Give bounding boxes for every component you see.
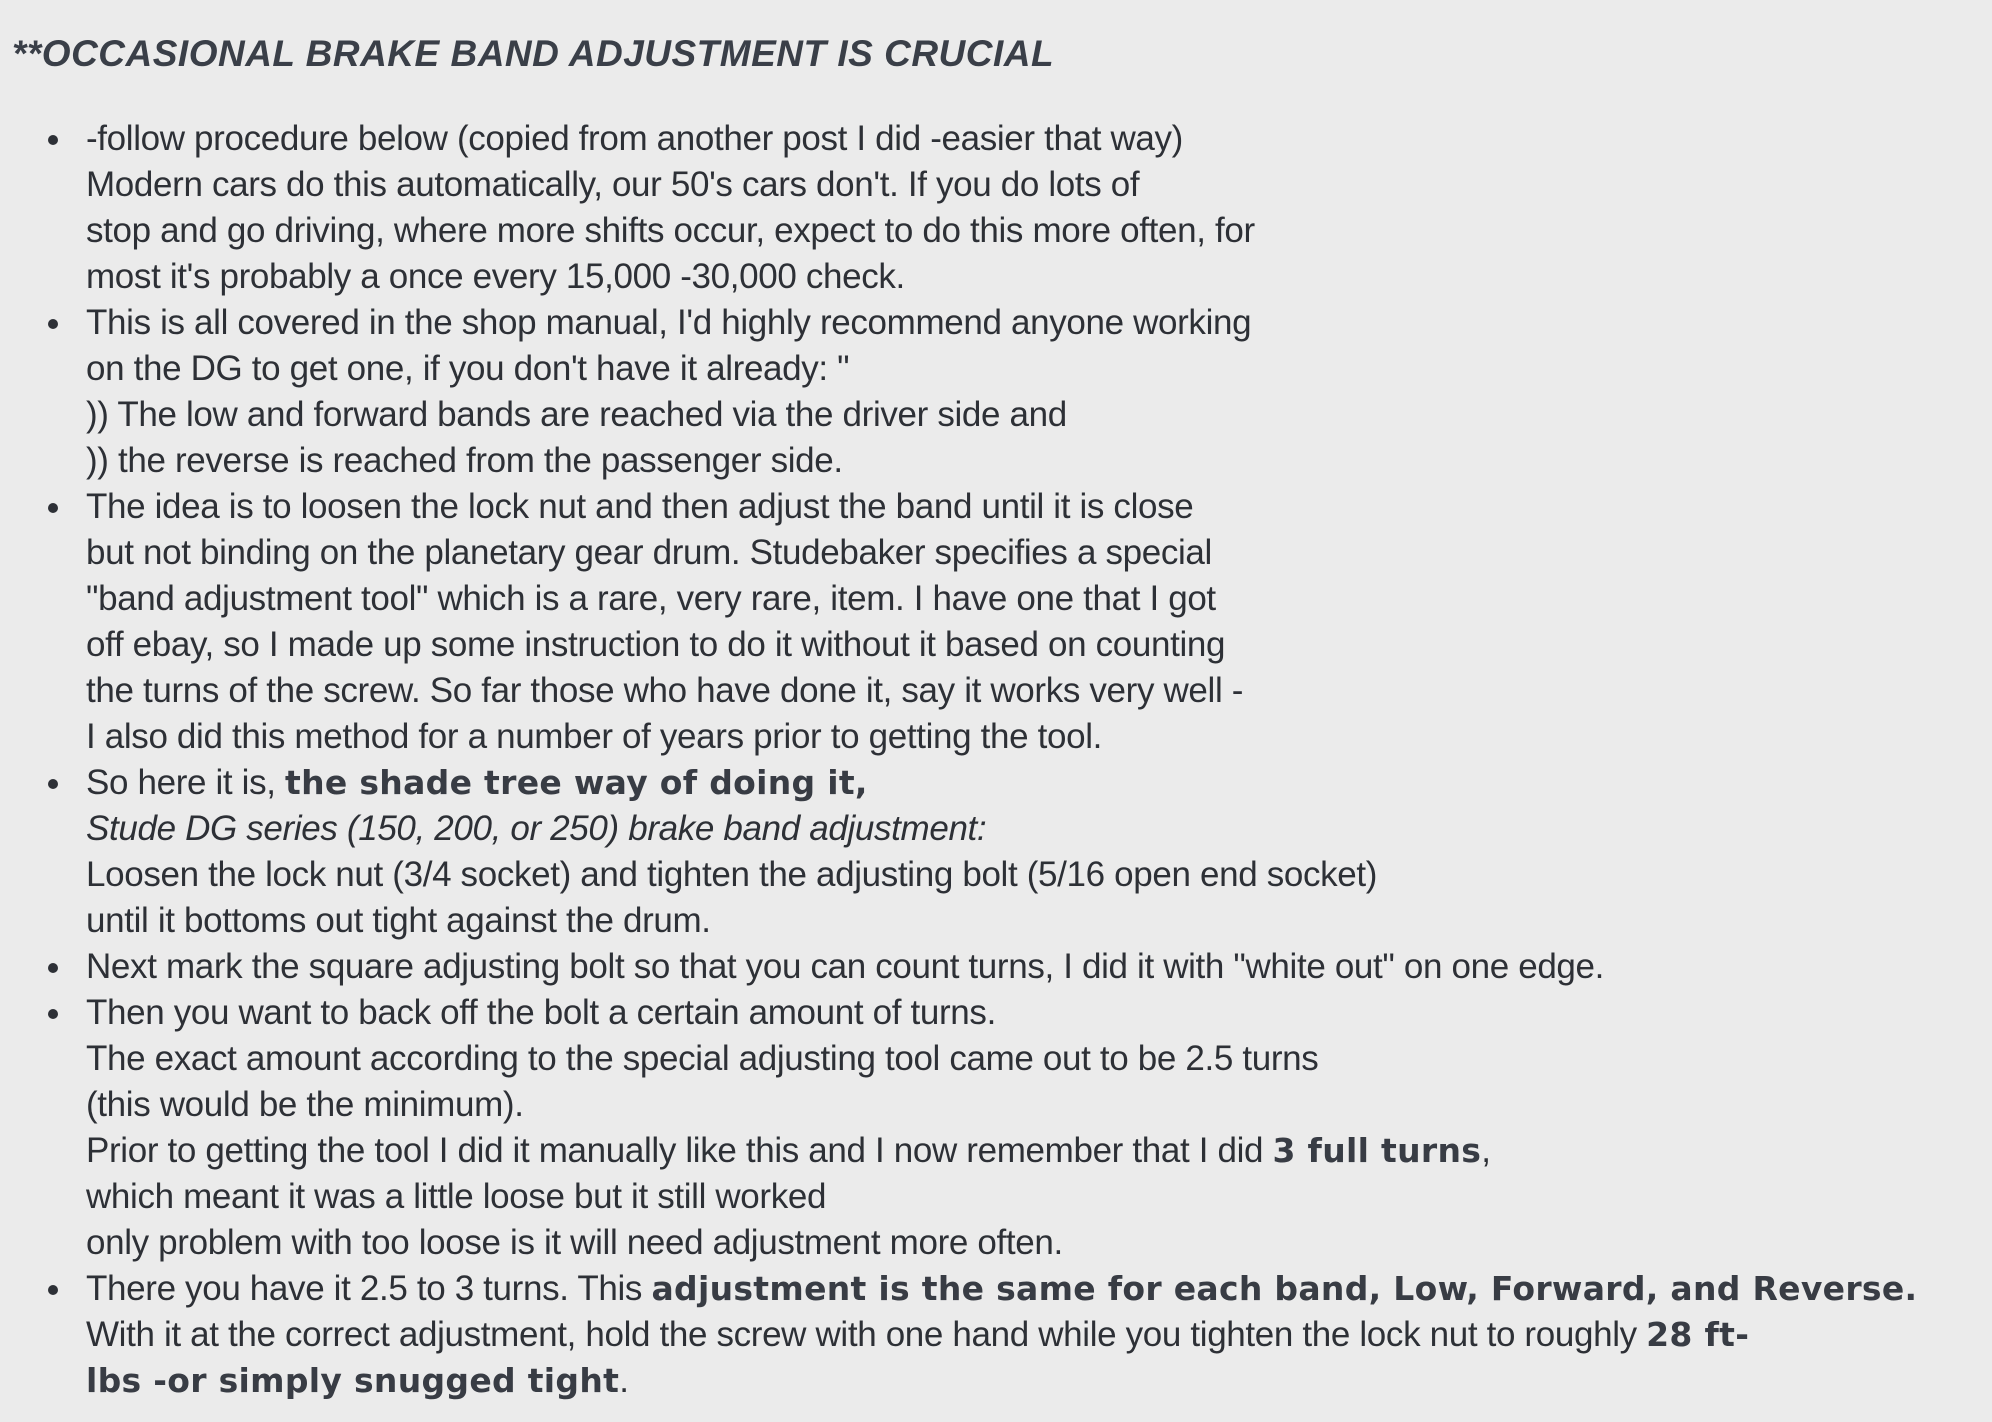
text-line: [86, 760, 1992, 806]
text-line: only problem with too loose is it will need adjustment more often.: [86, 1223, 1063, 1262]
list-item: [0, 484, 1992, 760]
text-line: until it bottoms out tight against the drum.: [86, 901, 711, 940]
plain-text: So here it is,: [86, 763, 286, 802]
italic-subheading: Stude DG series (150, 200, or 250) brake band adjustment:: [86, 809, 987, 848]
plain-text: .: [619, 1361, 629, 1400]
text-line: Modern cars do this automatically, our 50's cars don't. If you do lots of: [86, 165, 1140, 204]
text-line: )) the reverse is reached from the passenger side.: [86, 441, 843, 480]
bold-text: adjustment is the same for each band, Low, Forward, and Reverse.: [651, 1269, 1918, 1308]
list-item: [0, 116, 1992, 300]
bullet-icon: [48, 503, 58, 513]
text-line: (this would be the minimum).: [86, 1085, 524, 1124]
bold-text: the shade tree way of doing it,: [285, 763, 868, 802]
bold-text: lbs -or simply snugged tight: [86, 1361, 620, 1400]
list-item: [0, 944, 1992, 990]
bullet-icon: [48, 319, 58, 329]
list-item: [0, 990, 1992, 1266]
text-line: The idea is to loosen the lock nut and then adjust the band until it is close: [86, 487, 1194, 526]
text-line: Loosen the lock nut (3/4 socket) and tighten the adjusting bolt (5/16 open end socket): [86, 855, 1378, 894]
text-line: )) The low and forward bands are reached via the driver side and: [86, 395, 1067, 434]
list-item: [0, 760, 1992, 944]
bullet-icon: [48, 963, 58, 973]
text-line: off ebay, so I made up some instruction to do it without it based on counting: [86, 625, 1226, 664]
text-line: on the DG to get one, if you don't have it already: ": [86, 349, 850, 388]
bullet-icon: [48, 135, 58, 145]
text-line: [86, 1358, 1992, 1404]
text-line: Then you want to back off the bolt a certain amount of turns.: [86, 993, 996, 1032]
text-line: This is all covered in the shop manual, I'd highly recommend anyone working: [86, 303, 1252, 342]
bullet-icon: [48, 779, 58, 789]
text-line: -follow procedure below (copied from another post I did -easier that way): [86, 119, 1183, 158]
bold-text: 28 ft-: [1646, 1315, 1750, 1354]
text-line: [86, 1312, 1992, 1358]
list-item: [0, 300, 1992, 484]
bold-text: 3 full turns: [1272, 1131, 1482, 1170]
text-line: The exact amount according to the special adjusting tool came out to be 2.5 turns: [86, 1039, 1319, 1078]
text-line: stop and go driving, where more shifts occur, expect to do this more often, for: [86, 211, 1255, 250]
text-line: "band adjustment tool" which is a rare, very rare, item. I have one that I got: [86, 579, 1216, 618]
text-line: which meant it was a little loose but it still worked: [86, 1177, 827, 1216]
plain-text: ,: [1481, 1131, 1491, 1170]
plain-text: There you have it 2.5 to 3 turns. This: [86, 1269, 652, 1308]
plain-text: Prior to getting the tool I did it manually like this and I now remember that I did: [86, 1131, 1273, 1170]
bullet-list: [0, 116, 1992, 1404]
bullet-icon: [48, 1285, 58, 1295]
text-line: most it's probably a once every 15,000 -30,000 check.: [86, 257, 905, 296]
list-item: [0, 1266, 1992, 1404]
text-line: [86, 1266, 1992, 1312]
text-line: I also did this method for a number of years prior to getting the tool.: [86, 717, 1102, 756]
text-line: [86, 1128, 1992, 1174]
bullet-icon: [48, 1009, 58, 1019]
text-line: but not binding on the planetary gear drum. Studebaker specifies a special: [86, 533, 1212, 572]
text-line: Next mark the square adjusting bolt so that you can count turns, I did it with "white out" on one edge.: [86, 947, 1605, 986]
heading: **OCCASIONAL BRAKE BAND ADJUSTMENT IS CRUCIAL: [12, 33, 1055, 74]
plain-text: With it at the correct adjustment, hold the screw with one hand while you tighten the lock nut to roughly: [86, 1315, 1647, 1354]
text-line: the turns of the screw. So far those who have done it, say it works very well -: [86, 671, 1244, 710]
